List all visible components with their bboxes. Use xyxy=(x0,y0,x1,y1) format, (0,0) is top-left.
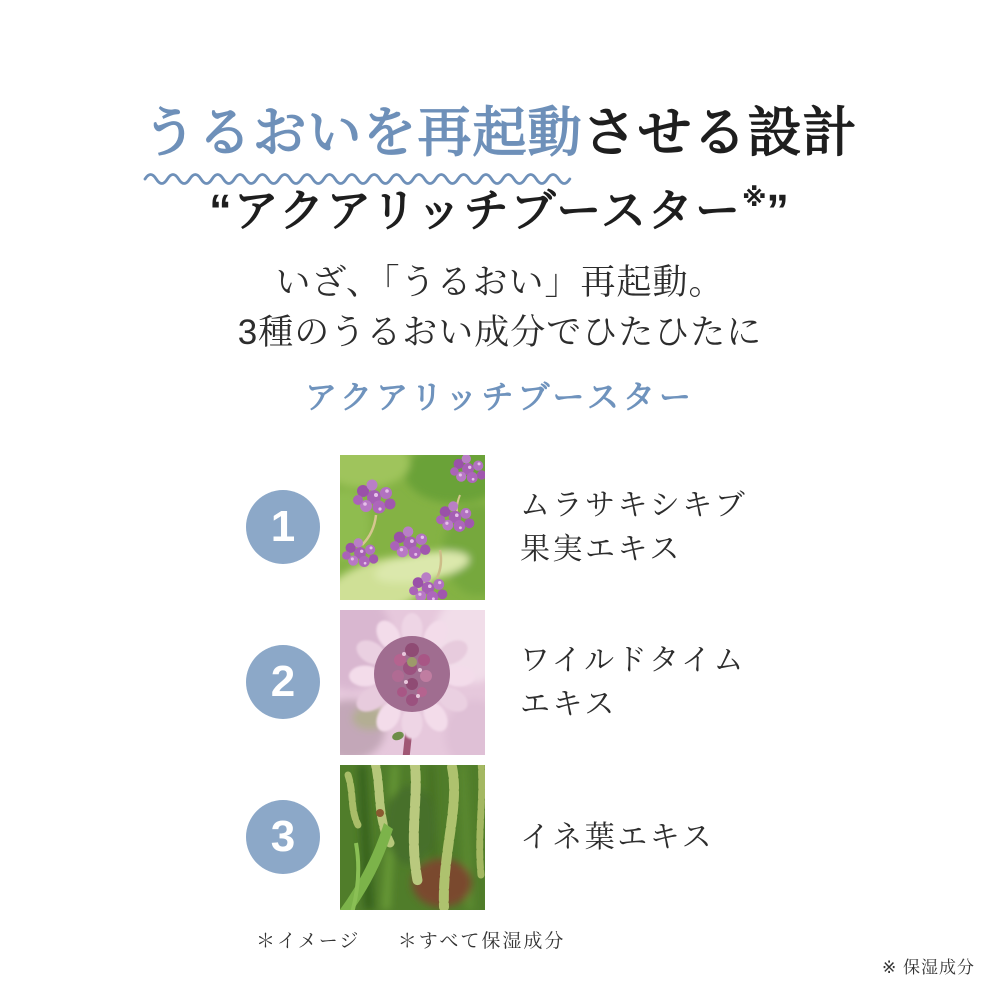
ingredient-2-line-2: エキス xyxy=(520,687,617,721)
ingredient-3-line-1: イネ葉エキス xyxy=(520,820,715,854)
wild-thyme-photo xyxy=(340,610,485,755)
ingredient-label-3 xyxy=(520,816,714,860)
headline-rest: させる設計 xyxy=(582,103,858,163)
ingredient-1-line-1: ムラサキシキブ xyxy=(520,488,748,522)
footnote-moisturizing-note: ＊すべて保湿成分 xyxy=(397,931,566,952)
rice-leaf-photo xyxy=(340,765,485,910)
ingredient-2-line-1: ワイルドタイム xyxy=(520,643,746,677)
corner-note: ※ 保湿成分 xyxy=(882,958,975,977)
footnote xyxy=(256,926,565,953)
ingredient-row-3 xyxy=(0,765,1000,910)
number-3-label: 3 xyxy=(270,812,296,861)
close-quote: ” xyxy=(766,185,791,236)
lead-copy xyxy=(0,258,1000,358)
lead-line-1: いざ、「うるおい」再起動。 xyxy=(275,263,725,302)
number-badge-1 xyxy=(246,490,320,564)
ingredient-label-1 xyxy=(520,484,747,572)
headline-highlight xyxy=(143,90,583,167)
subtitle-text: アクアリッチブースター xyxy=(233,185,743,236)
lead-line-2: 3種のうるおい成分でひたひたに xyxy=(237,313,763,352)
reference-mark: ※ xyxy=(742,184,767,212)
headline xyxy=(0,90,1000,167)
beautyberry-photo xyxy=(340,455,485,600)
headline-highlight-text: うるおいを再起動 xyxy=(142,103,583,163)
subtitle xyxy=(0,174,1000,239)
ingredient-row-1 xyxy=(0,455,1000,600)
ingredient-row-2 xyxy=(0,610,1000,755)
product-name: アクアリッチブースター xyxy=(305,379,695,415)
number-badge-3 xyxy=(246,800,320,874)
ingredient-label-2 xyxy=(520,639,746,727)
open-quote: “ xyxy=(209,185,234,236)
number-2-label: 2 xyxy=(270,657,296,706)
number-badge-2 xyxy=(246,645,320,719)
footnote-image-note: ＊イメージ xyxy=(256,931,361,952)
number-1-label: 1 xyxy=(270,502,296,551)
ingredient-1-line-2: 果実エキス xyxy=(520,532,682,566)
